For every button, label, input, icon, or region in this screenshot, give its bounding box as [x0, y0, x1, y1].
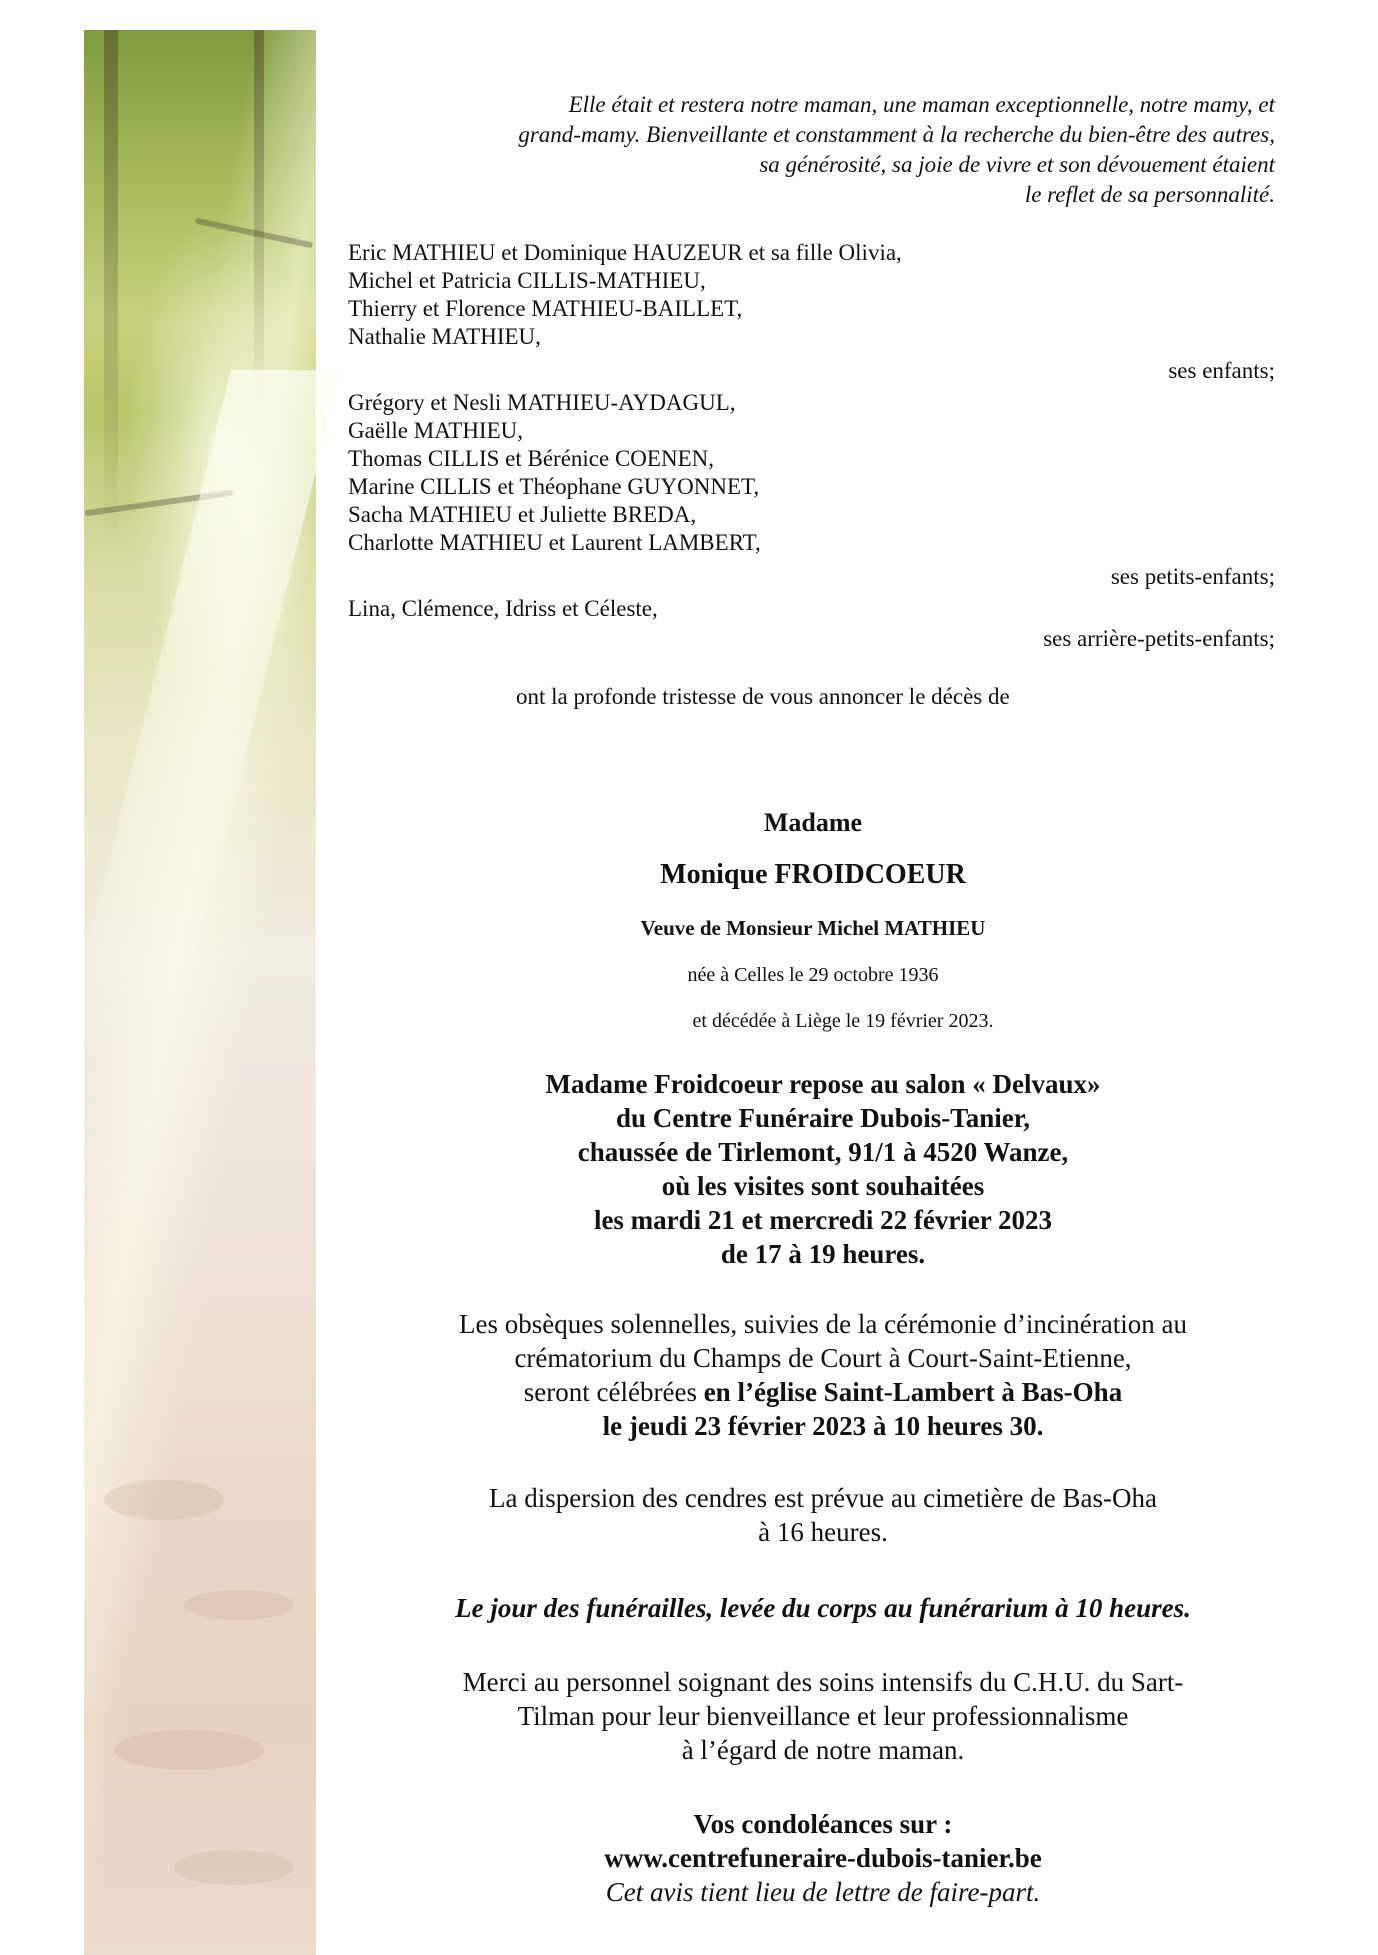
faire-part-note: Cet avis tient lieu de lettre de faire-part. — [605, 1877, 1041, 1907]
child-entry: Nathalie MATHIEU, — [348, 324, 541, 349]
visitation-line: où les visites sont souhaitées — [661, 1171, 985, 1201]
condolences-label: Vos condoléances sur : — [693, 1809, 953, 1839]
funeral-line-normal: seront célébrées — [523, 1377, 704, 1407]
levee-du-corps: Le jour des funérailles, levée du corps au funérarium à 10 heures. — [455, 1593, 1191, 1623]
funeral-datetime: le jeudi 23 février 2023 à 10 heures 30. — [602, 1411, 1044, 1441]
deceased-name: Monique FROIDCOEUR — [660, 859, 966, 890]
grandchild-entry: Grégory et Nesli MATHIEU-AYDAGUL, — [348, 390, 736, 415]
thanks-line: Merci au personnel soignant des soins intensifs du C.H.U. du Sart- — [462, 1667, 1184, 1697]
thanks-line: Tilman pour leur bienveillance et leur professionnalisme — [517, 1701, 1129, 1731]
great-grandchildren-role: ses arrière-petits-enfants; — [1043, 626, 1275, 651]
child-entry: Thierry et Florence MATHIEU-BAILLET, — [348, 296, 743, 321]
widow-of: Veuve de Monsieur Michel MATHIEU — [640, 916, 986, 940]
visitation-line: du Centre Funéraire Dubois-Tanier, — [615, 1103, 1031, 1133]
dispersion-line: à 16 heures. — [758, 1517, 888, 1547]
grandchild-entry: Gaëlle MATHIEU, — [348, 418, 524, 443]
grandchild-entry: Marine CILLIS et Théophane GUYONNET, — [348, 474, 760, 499]
deceased-title: Madame — [763, 808, 863, 837]
visitation-line: les mardi 21 et mercredi 22 février 2023 — [593, 1205, 1053, 1235]
condolences-url[interactable]: www.centrefuneraire-dubois-tanier.be — [604, 1843, 1042, 1873]
dispersion-line: La dispersion des cendres est prévue au cimetière de Bas-Oha — [489, 1483, 1157, 1513]
child-entry: Eric MATHIEU et Dominique HAUZEUR et sa fille Olivia, — [348, 240, 902, 265]
funeral-line: Les obsèques solennelles, suivies de la cérémonie d’incinération au — [458, 1309, 1187, 1339]
quote-line: Elle était et restera notre maman, une maman exceptionnelle, notre mamy, et — [568, 92, 1275, 117]
funeral-line: crématorium du Champs de Court à Court-Saint-Etienne, — [514, 1343, 1132, 1373]
birth-info: née à Celles le 29 octobre 1936 — [687, 964, 939, 986]
thanks-line: à l’égard de notre maman. — [681, 1735, 965, 1765]
forest-path-image — [84, 30, 316, 1955]
grandchildren-role: ses petits-enfants; — [1110, 564, 1275, 589]
death-info: et décédée à Liège le 19 février 2023. — [692, 1010, 994, 1032]
great-grandchild-entry: Lina, Clémence, Idriss et Céleste, — [348, 596, 658, 621]
quote-line: grand-mamy. Bienveillante et constamment à la recherche du bien-être des autres, — [518, 122, 1275, 147]
grandchild-entry: Sacha MATHIEU et Juliette BREDA, — [348, 502, 697, 527]
visitation-line: chaussée de Tirlemont, 91/1 à 4520 Wanze, — [577, 1137, 1069, 1167]
announcement: ont la profonde tristesse de vous annoncer le décès de — [516, 684, 1010, 709]
quote-line: le reflet de sa personnalité. — [1024, 182, 1275, 207]
funeral-line — [292, 1376, 1354, 1408]
quote-line: sa générosité, sa joie de vivre et son dévouement étaient — [759, 152, 1275, 177]
children-role: ses enfants; — [1168, 358, 1275, 383]
church-location: en l’église Saint-Lambert à Bas-Oha — [703, 1377, 1123, 1407]
child-entry: Michel et Patricia CILLIS-MATHIEU, — [348, 268, 706, 293]
grandchild-entry: Charlotte MATHIEU et Laurent LAMBERT, — [348, 530, 761, 555]
visitation-line: Madame Froidcoeur repose au salon « Delvaux» — [545, 1069, 1101, 1099]
grandchild-entry: Thomas CILLIS et Bérénice COENEN, — [348, 446, 714, 471]
visitation-line: de 17 à 19 heures. — [720, 1239, 926, 1269]
